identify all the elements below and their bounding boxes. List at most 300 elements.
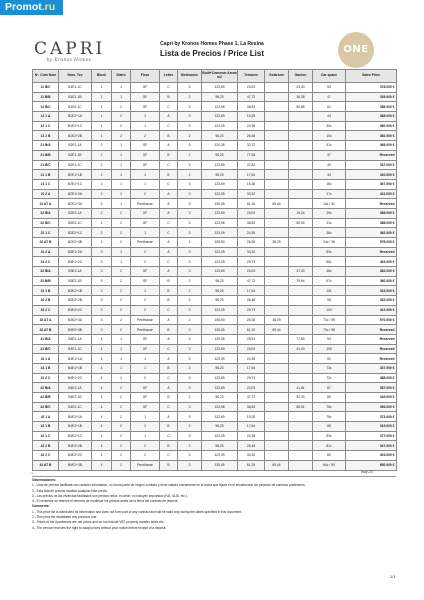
table-cell: 1 (131, 422, 160, 432)
table-cell: 63c (313, 247, 346, 257)
table-cell: B3E2-1B (59, 276, 92, 286)
table-cell (289, 286, 313, 296)
table-cell: B2E1+2A (59, 189, 92, 199)
promot-watermark: Promot.ru (0, 0, 63, 15)
table-cell: 33,32 (238, 451, 265, 461)
table-cell: A (160, 238, 178, 248)
table-cell: 3 (92, 247, 112, 257)
unit-number-cell: 11 B/C (33, 83, 59, 93)
sales-price-cell: 403.000 € (346, 257, 397, 267)
table-cell: GF (131, 141, 160, 151)
unit-number-cell: 42 1 A (33, 412, 59, 422)
table-cell: 25,51 (238, 334, 265, 344)
table-cell: GF (131, 160, 160, 170)
table-cell: B3E2-1A (59, 267, 92, 277)
table-cell: 106,50 (202, 238, 238, 248)
table-cell: 3 (92, 286, 112, 296)
table-cell: B4E2-1B (59, 393, 92, 403)
column-header: Sales Price (346, 70, 397, 83)
table-cell: B (160, 296, 178, 306)
table-cell: GF (131, 344, 160, 354)
table-cell (265, 422, 289, 432)
capri-logo (34, 40, 104, 63)
sales-price-cell: Reserved (346, 334, 397, 344)
table-cell: C (160, 83, 178, 93)
unit-number-cell: 42 1 C (33, 431, 59, 441)
table-cell: 120,38 (202, 334, 238, 344)
table-cell: 3 (178, 305, 202, 315)
table-cell: B2E1+3A (59, 199, 92, 209)
table-cell: Penthouse (131, 199, 160, 209)
table-cell: 2 (178, 276, 202, 286)
table-cell: 72c (313, 373, 346, 383)
table-cell: 123,39 (202, 228, 238, 238)
table-row (33, 276, 397, 286)
table-cell (265, 83, 289, 93)
table-cell: 36,83 (238, 218, 265, 228)
table-cell: 3 (178, 218, 202, 228)
table-cell: 77,55 (238, 150, 265, 160)
table-cell: B (160, 276, 178, 286)
table-cell: 2 (112, 422, 131, 432)
column-header: Car space (313, 70, 346, 83)
table-cell: 2 (178, 363, 202, 373)
footnote-line: 3.- Los precios de las viviendas facilitados son precios netos, es decir, no incluyen impuestos (IVA, IAJD, etc.). (32, 493, 188, 498)
table-row (33, 305, 397, 315)
table-cell: 87 (313, 383, 346, 393)
table-cell: B1E2-1C (59, 102, 92, 112)
table-cell: 3 (92, 276, 112, 286)
column-header: Floor (131, 70, 160, 83)
table-cell: 24,35 (238, 354, 265, 364)
table-cell: 26,48 (238, 296, 265, 306)
table-cell: B4E2+2B (59, 441, 92, 451)
table-cell: 1 (92, 102, 112, 112)
sales-price-cell: 347.000 € (346, 441, 397, 451)
table-cell: C (160, 402, 178, 412)
table-cell: 3 (178, 402, 202, 412)
table-cell: A (160, 112, 178, 122)
table-cell: 1 (112, 150, 131, 160)
table-cell (265, 121, 289, 131)
table-cell: B (160, 363, 178, 373)
table-cell: B3E1+2C (59, 257, 92, 267)
table-cell: 1 (112, 373, 131, 383)
table-cell: 17,64 (238, 170, 265, 180)
table-cell: C (160, 305, 178, 315)
table-cell: B4E2+2C (59, 451, 92, 461)
table-row (33, 383, 397, 393)
table-row (33, 296, 397, 306)
table-cell: B2E2+3B (59, 238, 92, 248)
table-cell: 83c (313, 431, 346, 441)
table-cell (265, 112, 289, 122)
table-cell: 123,39 (202, 305, 238, 315)
unit-number-cell: 41 B/A (33, 334, 59, 344)
footnote-line: 3.- Prices of the Apartments are net prices and do not include VAT, property transfer taxes etc. (32, 520, 165, 525)
table-cell: 92,30 (289, 393, 313, 403)
table-cell: 40 (313, 160, 346, 170)
table-row (33, 373, 397, 383)
table-cell: 37 (313, 150, 346, 160)
table-cell: 34 (313, 170, 346, 180)
table-cell: B (160, 441, 178, 451)
table-cell: B (160, 393, 178, 403)
table-cell: 23,03 (238, 83, 265, 93)
table-cell (289, 363, 313, 373)
table-cell: 4 (92, 393, 112, 403)
table-cell: 123,69 (202, 112, 238, 122)
table-cell: 21c (313, 218, 346, 228)
table-cell: 36,83 (238, 102, 265, 112)
table-cell: 50,86 (289, 102, 313, 112)
table-cell (265, 354, 289, 364)
table-cell: 3 (178, 431, 202, 441)
table-cell: 3 (178, 267, 202, 277)
unit-number-cell: 32 B/A (33, 267, 59, 277)
table-cell: 4 (92, 334, 112, 344)
table-cell: 3 (178, 83, 202, 93)
table-cell: 1 (131, 179, 160, 189)
table-cell (265, 441, 289, 451)
table-cell: 30c (313, 121, 346, 131)
table-cell: 24,35 (238, 121, 265, 131)
table-cell: GF (131, 276, 160, 286)
table-cell: 46c (313, 267, 346, 277)
table-cell: B (160, 131, 178, 141)
table-cell: 38,29 (265, 315, 289, 325)
table-cell (289, 325, 313, 335)
table-cell: 2 (131, 247, 160, 257)
table-cell: 3 (178, 160, 202, 170)
table-cell: 2 (112, 286, 131, 296)
table-cell: 2 (112, 383, 131, 393)
table-cell: B1E1-1C (59, 83, 92, 93)
sales-price-cell: 650.000 € (346, 460, 397, 470)
table-cell: 2 (131, 189, 160, 199)
table-cell: 17,64 (238, 422, 265, 432)
table-cell: 2 (178, 286, 202, 296)
table-cell: 17,64 (238, 286, 265, 296)
sales-price-cell: 388.000 € (346, 218, 397, 228)
sales-price-cell: 386.000 € (346, 102, 397, 112)
table-cell: 88 (313, 422, 346, 432)
table-cell (289, 247, 313, 257)
table-cell (265, 160, 289, 170)
table-cell: 23,03 (238, 208, 265, 218)
table-cell: 135,05 (202, 325, 238, 335)
table-cell: 16c (313, 179, 346, 189)
table-cell: B1E1-1B (59, 92, 92, 102)
table-cell: Penthouse (131, 315, 160, 325)
table-cell: 2 (92, 150, 112, 160)
column-header: Block (92, 70, 112, 83)
sales-price-cell: 578.000 € (346, 238, 397, 248)
divider (32, 476, 396, 477)
table-row (33, 102, 397, 112)
table-cell: A (160, 315, 178, 325)
table-cell: Penthouse (131, 460, 160, 470)
table-cell: GF (131, 334, 160, 344)
table-cell: 4 (92, 451, 112, 461)
table-row (33, 179, 397, 189)
table-cell: 2 (112, 112, 131, 122)
unit-number-cell: 31 2 A (33, 247, 59, 257)
table-cell (265, 257, 289, 267)
table-cell: B1E2+2B (59, 131, 92, 141)
table-cell: 41,00 (289, 344, 313, 354)
observations-heading: Observaciones: (32, 478, 56, 482)
table-cell: B3E2+3A (59, 315, 92, 325)
unit-number-cell: 42 B/A (33, 383, 59, 393)
sales-price-cell: Reserved (346, 344, 397, 354)
table-cell: 26,26 (238, 315, 265, 325)
table-cell: C (160, 218, 178, 228)
table-cell: 3 (92, 315, 112, 325)
table-cell: 1 (131, 170, 160, 180)
table-cell: 29,73 (238, 373, 265, 383)
unit-number-cell: 32 AT A (33, 315, 59, 325)
table-row (33, 363, 397, 373)
table-cell: 2 (112, 218, 131, 228)
one-badge: ONE (338, 32, 374, 68)
table-cell (289, 315, 313, 325)
table-cell: 2 (92, 208, 112, 218)
table-cell: C (160, 228, 178, 238)
table-cell: 123,39 (202, 189, 238, 199)
table-cell: B4E2+3B (59, 460, 92, 470)
table-cell: GF (131, 102, 160, 112)
table-cell: 4 (92, 402, 112, 412)
table-cell: C (160, 451, 178, 461)
table-cell: 2 (178, 315, 202, 325)
table-header-row (33, 70, 397, 83)
page-number: 1/1 (390, 574, 396, 579)
table-cell: GF (131, 218, 160, 228)
table-cell: 2 (178, 441, 202, 451)
table-cell: 98,23 (202, 363, 238, 373)
sales-price-cell: 320.000 € (346, 170, 397, 180)
table-cell: 32,72 (238, 141, 265, 151)
table-cell (289, 460, 313, 470)
table-cell: 1 (112, 334, 131, 344)
table-cell: B4E1-1A (59, 334, 92, 344)
table-cell: 123,69 (202, 383, 238, 393)
table-cell: 4 (92, 363, 112, 373)
table-row (33, 141, 397, 151)
footnote-line: 1.- This price list is distributed as information and does not form part of any contract and will be valid only during the dates specified in this document. (32, 509, 242, 514)
table-cell: 2 (112, 267, 131, 277)
table-cell: GF (131, 208, 160, 218)
table-cell: 2 (178, 170, 202, 180)
sales-price-cell: Reserved (346, 354, 397, 364)
table-cell (265, 296, 289, 306)
sales-price-cell: Reserved (346, 199, 397, 209)
sales-price-cell: 412.000 € (346, 305, 397, 315)
sales-price-cell: 360.000 € (346, 276, 397, 286)
table-cell: 19,24 (289, 208, 313, 218)
table-cell: 2 (112, 276, 131, 286)
table-cell (289, 238, 313, 248)
table-cell: 4 (92, 373, 112, 383)
unit-number-cell: 42 2 C (33, 451, 59, 461)
table-row (33, 393, 397, 403)
table-cell: A (160, 267, 178, 277)
table-cell: 123,98 (202, 218, 238, 228)
table-cell: 2 (112, 228, 131, 238)
table-cell: 2 (178, 393, 202, 403)
table-cell (265, 102, 289, 112)
table-cell: 2 (131, 131, 160, 141)
table-cell: 69,44 (265, 460, 289, 470)
observations-list (32, 483, 396, 504)
sales-price-cell: 382.000 € (346, 267, 397, 277)
table-cell: 3 (178, 141, 202, 151)
table-cell: 29,73 (238, 257, 265, 267)
table-cell: B (160, 460, 178, 470)
table-cell: 123,39 (202, 451, 238, 461)
unit-number-cell: 42 AT B (33, 460, 59, 470)
table-cell: 123,98 (202, 402, 238, 412)
table-cell (289, 441, 313, 451)
table-cell: 2 (178, 131, 202, 141)
table-cell: 3 (178, 373, 202, 383)
table-cell: A (160, 141, 178, 151)
table-cell: 23,03 (238, 344, 265, 354)
table-cell: C (160, 373, 178, 383)
table-cell: 2 (112, 315, 131, 325)
table-cell: 1 (131, 228, 160, 238)
unit-number-cell: 22 AT B (33, 238, 59, 248)
sales-price-cell: 388.000 € (346, 373, 397, 383)
table-cell: 1 (92, 131, 112, 141)
table-cell (265, 267, 289, 277)
table-cell (265, 92, 289, 102)
table-cell: B4E2-1C (59, 402, 92, 412)
unit-number-cell: 12 1 C (33, 121, 59, 131)
table-cell: 4 (92, 383, 112, 393)
table-cell (265, 208, 289, 218)
table-cell: 17,64 (238, 363, 265, 373)
table-row (33, 112, 397, 122)
table-cell: 3 (178, 247, 202, 257)
table-cell (265, 344, 289, 354)
sales-price-cell: 396.000 € (346, 402, 397, 412)
table-cell: A (160, 354, 178, 364)
table-cell: C (160, 344, 178, 354)
table-cell: 19,28 (238, 179, 265, 189)
table-cell: A (160, 208, 178, 218)
table-cell: B3E2+2C (59, 305, 92, 315)
column-header: Terraces (238, 70, 265, 83)
table-cell: 123,69 (202, 344, 238, 354)
table-cell: 2 (92, 228, 112, 238)
table-cell: C (160, 121, 178, 131)
table-cell: 4 (92, 422, 112, 432)
table-cell: 2 (112, 431, 131, 441)
sales-price-cell: 368.000 € (346, 208, 397, 218)
table-cell (289, 199, 313, 209)
sales-price-cell: Reserved (346, 150, 397, 160)
table-cell (265, 451, 289, 461)
table-cell: B4E1+1B (59, 363, 92, 373)
table-cell: 1 (131, 363, 160, 373)
table-cell: 3 (92, 257, 112, 267)
table-cell: 2 (178, 150, 202, 160)
table-cell: A (160, 189, 178, 199)
version-mark: v1 (30, 471, 34, 475)
table-cell: B4E2+1C (59, 431, 92, 441)
table-row (33, 402, 397, 412)
table-cell: 73c (313, 363, 346, 373)
table-cell: 4 (92, 431, 112, 441)
footnote-line: 4.- El vendedor se reserva el derecho de modificar los precios antes de la firma del contrato de reserva. (32, 499, 179, 504)
table-row (33, 334, 397, 344)
table-cell (289, 179, 313, 189)
sales-price-cell: 337.000 € (346, 363, 397, 373)
table-cell: 3 (178, 460, 202, 470)
unit-number-cell: 12 2 B (33, 131, 59, 141)
sales-price-cell: Reserved (346, 325, 397, 335)
table-cell (289, 412, 313, 422)
table-cell: 3 (178, 325, 202, 335)
unit-number-cell: 11 B/B (33, 92, 59, 102)
unit-number-cell: 21 B/C (33, 160, 59, 170)
table-cell: 65c (313, 257, 346, 267)
table-cell (289, 141, 313, 151)
table-cell: 3 (178, 208, 202, 218)
table-cell: 47,72 (238, 92, 265, 102)
sales-price-cell: Reserved (346, 247, 397, 257)
table-cell: 123,69 (202, 373, 238, 383)
table-cell: 47 (313, 92, 346, 102)
table-cell: 2 (178, 422, 202, 432)
comments-list (32, 510, 396, 531)
sales-price-cell: 368.000 € (346, 112, 397, 122)
table-cell: 61,29 (238, 460, 265, 470)
unit-number-cell: 21 AT A (33, 199, 59, 209)
table-cell (289, 131, 313, 141)
table-cell: 3 (92, 296, 112, 306)
sales-price-cell: 431.000 € (346, 189, 397, 199)
unit-number-cell: 21 2 A (33, 189, 59, 199)
column-header: Letter (160, 70, 178, 83)
table-row (33, 228, 397, 238)
table-cell: 2 (131, 451, 160, 461)
table-cell: 123,69 (202, 179, 238, 189)
table-cell: 47,72 (238, 393, 265, 403)
sales-price-cell: 367.000 € (346, 179, 397, 189)
table-cell: B4E2+1A (59, 412, 92, 422)
table-cell: 1 (112, 199, 131, 209)
table-cell: B4E1-1C (59, 344, 92, 354)
table-cell: 123,69 (202, 160, 238, 170)
table-cell: 1 (112, 83, 131, 93)
table-cell: B (160, 92, 178, 102)
table-cell: 98,23 (202, 286, 238, 296)
table-cell: 123,39 (202, 247, 238, 257)
table-cell: 2 (112, 131, 131, 141)
table-cell: 1 (112, 189, 131, 199)
table-cell: 2 (131, 441, 160, 451)
footnote-line: 2.- Esta lista de precios invalida cualquier lista previa. (32, 488, 108, 493)
table-cell: 123,39 (202, 431, 238, 441)
table-cell: 79c (313, 412, 346, 422)
table-cell (289, 257, 313, 267)
table-cell: B2E1-1A (59, 141, 92, 151)
table-cell: 1 (112, 92, 131, 102)
unit-number-cell: 32 2 C (33, 305, 59, 315)
